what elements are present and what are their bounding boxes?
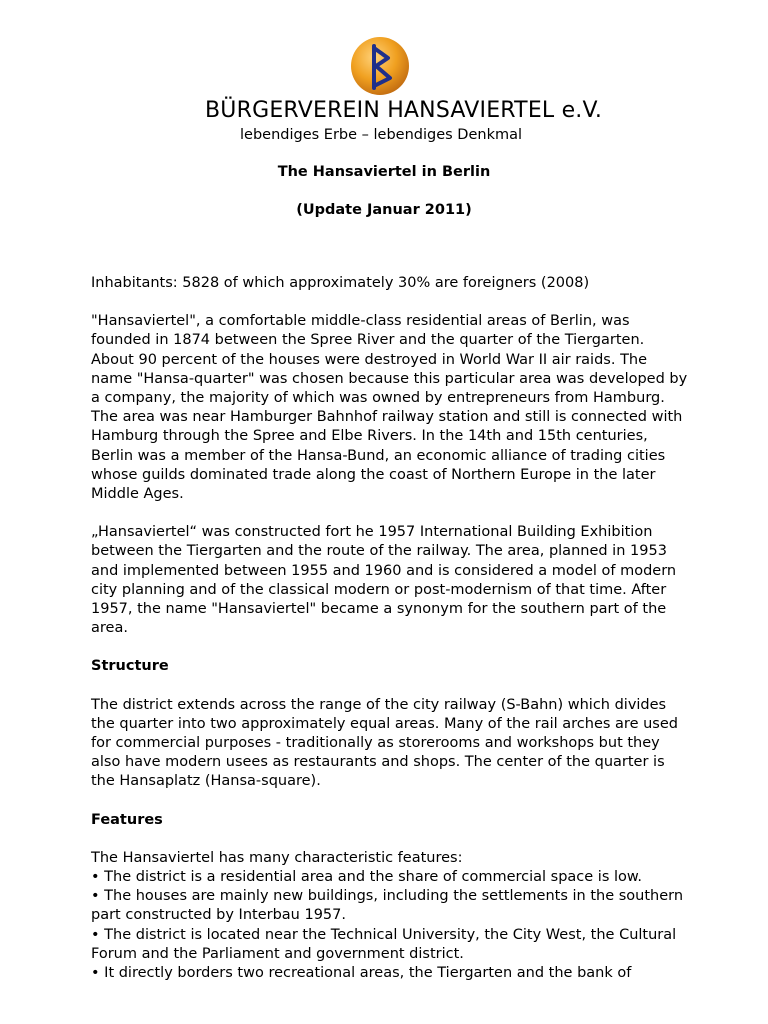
list-item: • The houses are mainly new buildings, including the settlements in the southern part constructed by Interbau 1957.	[91, 888, 684, 924]
list-item: • The district is a residential area and the share of commercial space is low.	[91, 869, 643, 886]
features-list	[91, 868, 691, 983]
b-letter-circle-logo-icon	[348, 34, 412, 98]
list-item: • The district is located near the Technical University, the City West, the Cultural Forum and the Parliament and government district.	[91, 926, 677, 962]
features-intro: The Hansaviertel has many characteristic features:	[91, 849, 463, 866]
list-item: • It directly borders two recreational areas, the Tiergarten and the bank of	[91, 965, 632, 982]
document-body	[91, 274, 691, 983]
document-subtitle: (Update Januar 2011)	[296, 202, 472, 218]
association-name: BÜRGERVEREIN HANSAVIERTEL e.V.	[205, 98, 603, 123]
features-heading: Features	[91, 811, 163, 828]
association-tagline: lebendiges Erbe – lebendiges Denkmal	[240, 127, 522, 143]
structure-paragraph: The district extends across the range of the city railway (S-Bahn) which divides the quarter into two approximately equal areas. Many of the rail arches are used for commercial purposes - traditionally as storerooms and workshops but they also have modern usees as restaurants and shops. The center of the quarter is the Hansaplatz (Hansa-square).	[91, 696, 678, 790]
association-logo	[205, 34, 603, 144]
document-title: The Hansaviertel in Berlin	[277, 164, 491, 180]
structure-heading: Structure	[91, 658, 169, 675]
inhabitants-paragraph: Inhabitants: 5828 of which approximately 30% are foreigners (2008)	[91, 275, 590, 291]
history-paragraph: "Hansaviertel", a comfortable middle-class residential areas of Berlin, was founded in 1874 between the Spree River and the quarter of the Tiergarten. About 90 percent of the houses were destroyed in World War II air raids. The name "Hansa-quarter" was chosen because this particular area was developed by a company, the majority of which was owned by entrepreneurs from Hamburg. The area was near Hamburger Bahnhof railway station and still is connected with Hamburg through the Spree and Elbe Rivers. In the 14th and 15th centuries, Berlin was a member of the Hansa-Bund, an economic alliance of trading cities whose guilds dominated trade along the coast of Northern Europe in the later Middle Ages.	[91, 313, 688, 503]
construction-paragraph: „Hansaviertel“ was constructed fort he 1957 International Building Exhibition between the Tiergarten and the route of the railway. The area, planned in 1953 and implemented between 1955 and 1960 and is considered a model of modern city planning and of the classical modern or post-modernism of that time. After 1957, the name "Hansaviertel" became a synonym for the southern part of the area.	[91, 524, 677, 637]
